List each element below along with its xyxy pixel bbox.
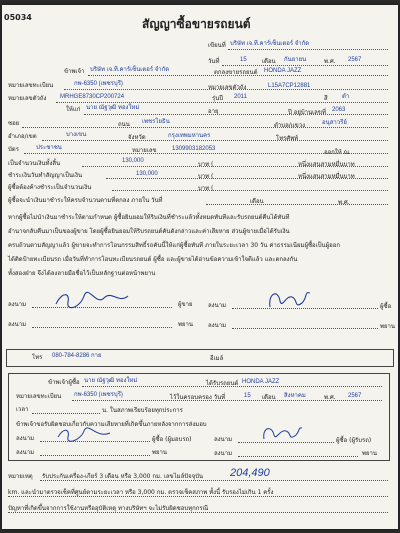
buyer-role: ผู้ซื้อ	[380, 303, 392, 310]
transfer-witness1-label: ลงนาม	[16, 449, 35, 456]
brand-value: HONDA JAZZ	[264, 68, 302, 74]
date-day: 15	[240, 57, 247, 63]
seller-line	[88, 75, 388, 76]
due-line	[206, 204, 388, 205]
transfer-receiver-signature	[260, 423, 304, 443]
written-at-label: เขียนที่	[208, 42, 226, 49]
witness2-sign-line	[232, 328, 378, 329]
transfer-year-label: พ.ศ.	[324, 394, 336, 401]
transfer-witness1-line	[40, 455, 150, 456]
contact-email-label: อีเมล์	[210, 355, 224, 362]
plate-label: หมายเลขทะเบียน	[8, 82, 54, 89]
road-value: เพชรโยธิน	[142, 119, 170, 125]
transfer-witness2-label: ลงนาม	[214, 450, 233, 457]
paid-label: ชำระเงินวันทำสัญญาเป็นเงิน	[8, 172, 83, 179]
year-label: พ.ศ.	[324, 58, 336, 65]
contact-phone-value: 080-784-8286 กาย	[52, 353, 102, 359]
clause-2: อำนาจกลับคืนมาเป็นของผู้ขาย โดยผู้ซื้อยินยอมให้ริบรถยนต์คันดังกล่าวและค่าเสียหาย ส่วนผู้ขายเมื่อได้รับเงิน	[8, 228, 290, 235]
paid-line	[106, 178, 388, 179]
transfer-date-label: ไว้ในครอบครอง วันที่	[170, 394, 226, 401]
date-line	[222, 65, 388, 66]
date-year: 2567	[348, 57, 362, 63]
transfer-received-value: HONDA JAZZ	[242, 379, 280, 385]
transfer-time-line	[32, 413, 100, 414]
remain-line	[112, 190, 388, 191]
paid-baht-label: บาท (	[198, 173, 214, 180]
witness1-sign-line	[32, 327, 172, 328]
witness1-sign-label: ลงนาม	[8, 321, 27, 328]
seller-label: ข้าพเจ้า	[64, 68, 85, 75]
clause-5: ทั้งสองฝ่าย จึงได้ลงลายมือชื่อไว้เป็นหลักฐานต่อหน้าพยาน	[8, 270, 156, 277]
buyer-sign-label: ลงนาม	[208, 302, 227, 309]
witness1-role: พยาน	[178, 321, 193, 328]
transfer-receiver-sign-label: ลงนาม	[214, 436, 233, 443]
engine-label: หมายเลขตัวถัง	[8, 95, 47, 102]
province-value: กรุงเทพมหานคร	[168, 133, 211, 139]
contract-page	[2, 5, 398, 529]
remark-line-3: ปัญหาที่เกิดขึ้นจากการใช้งานหรืออุบัติเหตุ ทางบริษัทฯ จะไม่รับผิดชอบทุกกรณี	[8, 505, 209, 512]
plate-line	[64, 89, 388, 90]
remain-label: ผู้ซื้อต้องค้างชำระเป็นจำนวนเงิน	[8, 184, 92, 191]
card-value: ประชาชน	[36, 145, 62, 151]
remain-baht-label: บาท (	[198, 185, 214, 192]
transfer-plate-line	[72, 400, 382, 401]
date-month: กันยายน	[284, 57, 307, 63]
model-year-label: รุ่นปี	[212, 95, 224, 102]
subdistrict-value: อนุสาวรีย์	[322, 120, 347, 126]
transfer-time-label: เวลา	[16, 406, 29, 413]
transfer-plate-value: กพ-6350 (เพชรบุรี)	[74, 392, 123, 398]
age-label: อายุ	[208, 108, 219, 115]
engine-line	[56, 102, 388, 103]
chassis-label: หมายเลขตัวถัง	[208, 84, 247, 91]
alley-line	[22, 127, 388, 128]
written-at-value: บริษัท เจ.ที.คาร์เซ็นเตอร์ จำกัด	[230, 41, 310, 47]
seller-signature	[52, 290, 132, 310]
seller-role: ผู้ขาย	[178, 301, 193, 308]
address-label: ปี อยู่บ้านเลขที่	[288, 109, 326, 116]
paid-words: หนึ่งแสนสามหมื่นบาท	[298, 173, 355, 180]
color-value: ดำ	[342, 94, 350, 100]
transfer-me-line	[82, 386, 382, 387]
card-no-value: 1309903182053	[172, 146, 216, 152]
color-label: สี	[324, 95, 328, 102]
total-baht-label: บาท (	[198, 161, 214, 168]
remark-line-1: รับประกันเครื่อง-เกียร์ 3 เดือน หรือ 3,000 กม. เลขไมล์ปัจจุบัน	[42, 473, 204, 480]
due-month-label: เดือน	[250, 198, 264, 205]
transfer-me-label: ข้าพเจ้าผู้ซื้อ	[48, 379, 80, 386]
buyer-label: ให้แก่	[66, 106, 81, 113]
card-no-label: หมายเลข	[132, 147, 157, 154]
transfer-day: 15	[244, 393, 251, 399]
document-number: 05034	[4, 13, 32, 22]
district-line	[42, 140, 388, 141]
transfer-month-label: เดือน	[262, 394, 276, 401]
card-line	[24, 153, 388, 154]
witness2-sign-label: ลงนาม	[208, 322, 227, 329]
total-value: 130,000	[122, 158, 144, 164]
due-year-label: พ.ศ.	[338, 199, 350, 206]
remark-label: หมายเหตุ	[8, 473, 33, 480]
transfer-time-suffix: น. ในสภาพเรียบร้อยทุกประการ	[102, 407, 183, 414]
alley-label: ซอย	[8, 120, 20, 127]
buyer-value: นาย ณัฐวุฒิ ทองใหม่	[86, 105, 140, 111]
total-label: เป็นจำนวนเงินทั้งสิ้น	[8, 160, 61, 167]
brand-label: ตกลงขายรถยนต์	[214, 69, 258, 76]
due-label: ผู้ซื้อจะนำเงินมาชำระให้ครบจำนวนตามที่ตกลง ภายใน วันที่	[8, 197, 163, 204]
clause-1: หากผู้ซื้อไม่นำเงินมาชำระให้ตามกำหนด ผู้ซื้อยินยอมให้ริบเงินที่ชำระแล้วทั้งหมดทันทีและรับรถยนต์คืนได้ทันที	[8, 214, 290, 221]
month-label: เดือน	[262, 58, 276, 65]
buyer-line	[84, 114, 388, 115]
clause-3: ครบถ้วนตามสัญญาแล้ว ผู้ขายจะทำการโอนกรรมสิทธิ์รถคันนี้ให้แก่ผู้ซื้อทันที ภายในระยะเวลา 30 วัน ค่าธรรมเนียมผู้ซื้อเป็นผู้ออก	[8, 242, 340, 249]
transfer-buyer-signature	[54, 425, 114, 443]
remark-line-1-underline	[40, 480, 388, 481]
transfer-buyer-role: ผู้ซื้อ (ผู้มอบรถ)	[152, 436, 192, 443]
witness2-role: พยาน	[380, 323, 395, 330]
seller-value: บริษัท เจ.ที.คาร์เซ็นเตอร์ จำกัด	[90, 67, 170, 73]
phone-label: โทรศัพท์	[276, 135, 299, 142]
contact-phone-label: โทร	[32, 354, 43, 361]
engine-value: MRHGE8730CP200724	[60, 94, 125, 100]
road-label: ถนน	[118, 121, 130, 128]
model-year-value: 2011	[234, 94, 247, 100]
district-value: บางเขน	[66, 132, 87, 138]
remark-line-3-underline	[8, 512, 388, 513]
subdistrict-label: ตำบล/แขวง	[274, 122, 306, 129]
transfer-receiver-role: ผู้ซื้อ (ผู้รับรถ)	[336, 437, 372, 444]
written-at-line	[228, 49, 388, 50]
transfer-year: 2567	[348, 393, 362, 399]
district-label: อำเภอ/เขต	[8, 133, 37, 140]
paid-value: 130,000	[136, 171, 158, 177]
date-label: วันที่	[208, 58, 220, 65]
transfer-month: สิงหาคม	[284, 393, 306, 399]
handwritten-mileage: 204,490	[230, 467, 270, 479]
clause-4: ได้ติดป้ายทะเบียนรถ เมื่อวันที่ทำการโอนทะเบียนรถยนต์ ผู้ซื้อ และผู้ขายได้อ่านข้อความเข้าใจดีแล้ว และตกลงกัน	[8, 256, 298, 263]
transfer-witness2-line	[238, 456, 358, 457]
total-words: หนึ่งแสนสามหมื่นบาท	[298, 161, 355, 168]
transfer-line2: ข้าพเจ้าขอรับผิดชอบเกี่ยวกับความเสียหายที่เกิดขึ้นภายหลังจากการส่งมอบ	[16, 421, 207, 428]
transfer-witness2-role: พยาน	[362, 450, 377, 457]
seller-sign-label: ลงนาม	[8, 301, 27, 308]
transfer-received-label: ได้รับรถยนต์	[206, 380, 239, 387]
remark-line-2-underline	[8, 496, 388, 497]
total-line	[82, 166, 388, 167]
province-label: จังหวัด	[128, 134, 146, 141]
chassis-value: L15A7CP12881	[268, 83, 311, 89]
buyer-signature	[264, 287, 314, 313]
remark-line-2: km. และนำมาตรวจเช็คที่ศูนย์ตามระยะเวลา หรือ 3,000 กม. ตรวจเช็คสภาพ ทั้งนี้ รับรองไม่เกิน 1 ครั้ง	[8, 489, 274, 496]
transfer-witness1-role: พยาน	[152, 449, 167, 456]
house-no-value: 2063	[332, 107, 346, 113]
transfer-plate-label: หมายเลขทะเบียน	[16, 393, 62, 400]
transfer-me-value: นาย ณัฐวุฒิ ทองใหม่	[84, 378, 138, 384]
card-label: บัตร	[8, 146, 19, 153]
transfer-buyer-sign-label: ลงนาม	[16, 435, 35, 442]
page-title: สัญญาซื้อขายรถยนต์	[142, 17, 251, 31]
plate-value: กพ-6350 (เพชรบุรี)	[74, 81, 123, 87]
issued-label: ออกให้ ณ	[324, 149, 350, 156]
